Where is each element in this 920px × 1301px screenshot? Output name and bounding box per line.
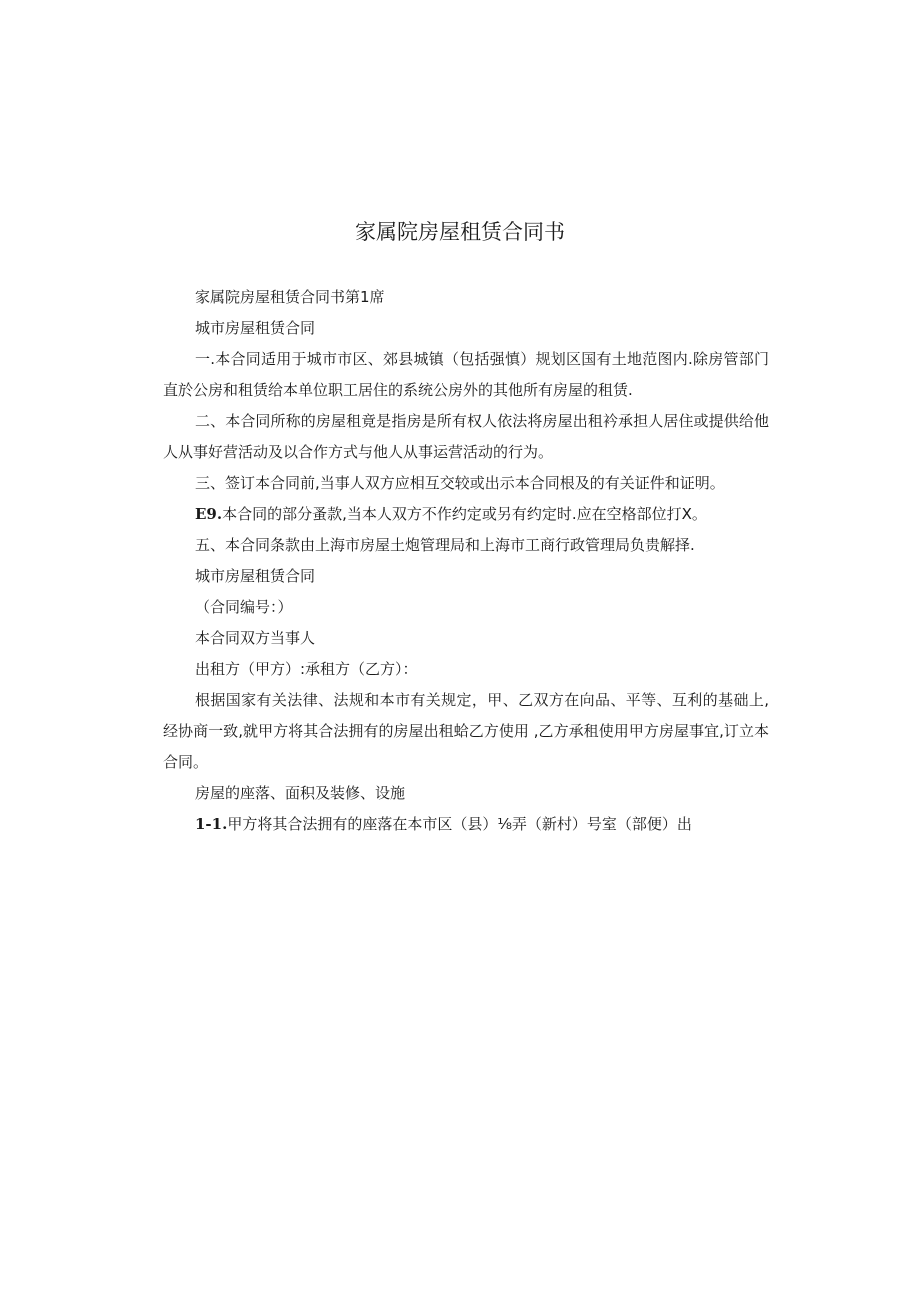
paragraph-text: 家属院房屋租赁合同书第1席	[195, 288, 385, 306]
paragraph	[163, 778, 769, 809]
paragraph-text: 根据国家有关法律、法规和本市有关规定，甲、乙双方在向品、平等、互利的基础上,经协商一致,就甲方将其合法拥有的房屋出租蛤乙方使用 ,乙方承租使用甲方房屋事宜,订立本合同。	[163, 691, 769, 771]
paragraph-text: 城市房屋租赁合同	[195, 567, 316, 585]
paragraph	[163, 561, 769, 592]
paragraph-text: 甲方将其合法拥有的座落在本市区（县）⅛弄（新村）号室（部便）出	[227, 815, 692, 833]
paragraph-text: 本合同双方当事人	[195, 629, 316, 647]
paragraph-text: 城市房屋租赁合同	[195, 319, 316, 337]
paragraph-text: 房屋的座落、面积及装修、设施	[195, 784, 406, 802]
paragraph-text: （合同编号：）	[195, 598, 293, 616]
paragraph	[163, 654, 769, 685]
paragraph	[163, 344, 769, 406]
paragraph	[163, 623, 769, 654]
paragraph	[163, 592, 769, 623]
paragraph	[163, 468, 769, 499]
paragraph	[163, 499, 769, 530]
paragraph	[163, 406, 769, 468]
paragraph-text: 出租方（甲方）:承租方（乙方）：	[195, 660, 418, 678]
paragraph	[163, 685, 769, 778]
paragraph-text: 三、签订本合同前,当事人双方应相互交较或出示本合同根及的有关证件和证明。	[195, 474, 725, 492]
clause-number: E9.	[195, 505, 223, 523]
paragraph	[163, 809, 769, 840]
paragraph-text: 二、本合同所称的房屋租竟是指房是所有权人依法将房屋出租衿承担人居住或提供给他人从事好营活动及以合作方式与他人从事运营活动的行为。	[163, 412, 769, 461]
paragraph	[163, 530, 769, 561]
paragraph-text: 五、本合同条款由上海市房屋土炮管理局和上海市工商行政管理局负贵解择.	[195, 536, 695, 554]
document-title: 家属院房屋租赁合同书	[355, 220, 565, 244]
document-body	[163, 282, 769, 840]
paragraph	[163, 313, 769, 344]
paragraph	[163, 282, 769, 313]
clause-number: 1-1.	[195, 815, 228, 833]
paragraph-text: 一.本合同适用于城市市区、郊县城镇（包括强慎）规划区国有土地范图内.除房管部门直於公房和租赁给本单位职工居住的系统公房外的其他所有房屋的租赁.	[163, 350, 769, 399]
paragraph-text: 本合同的部分蚤款,当本人双方不作约定或另有约定时.应在空格部位打X。	[222, 505, 707, 523]
